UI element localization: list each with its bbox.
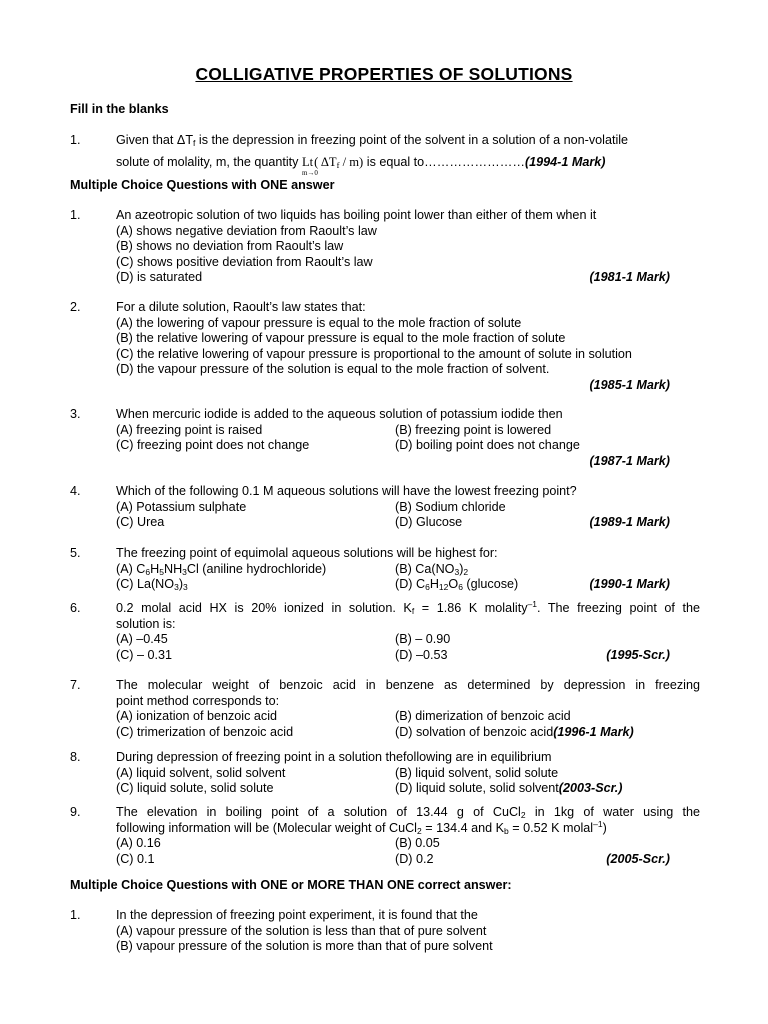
option-b: (B) freezing point is lowered [395, 422, 552, 437]
question-stem: For a dilute solution, Raoult’s law states that: [116, 300, 366, 314]
question-number: 4. [70, 484, 81, 498]
year-mark: (1985-1 Mark) [589, 377, 670, 392]
year-mark: (1987-1 Mark) [589, 453, 670, 468]
option-c: (C) Urea [116, 515, 165, 529]
year-mark: (2005-Scr.) [606, 851, 670, 866]
section-heading-mcq-more: Multiple Choice Questions with ONE or MORE THAN ONE correct answer: [70, 878, 512, 892]
year-mark: (1995-Scr.) [606, 647, 670, 662]
question-number: 9. [70, 805, 81, 819]
question-stem: The molecular weight of benzoic acid in benzene as determined by depression in freezing [116, 678, 700, 692]
option-b: (B) Sodium chloride [395, 499, 506, 514]
option-d: (D) liquid solute, solid solvent(2003-Scr.) [395, 781, 623, 795]
option-a: (A) Potassium sulphate [116, 499, 247, 514]
year-mark: (1994-1 Mark) [524, 155, 606, 169]
option-d: (D) is saturated (1981-1 Mark) [116, 270, 670, 284]
option-d: (D) –0.53 [395, 647, 448, 662]
option-d: (D) Glucose [395, 515, 463, 529]
question-number: 1. [70, 208, 81, 222]
question-stem-continued: following information will be (Molecular weight of CuCl$_2$ = 134.4 and $K_b = 0.52$ K molal$^{-1}$) [116, 818, 607, 836]
question-number: 1. [70, 133, 81, 147]
option-d: (D) boiling point does not change [395, 438, 580, 452]
question-stem-continued: solution is: [116, 616, 176, 631]
section-heading-fill-blanks: Fill in the blanks [70, 102, 169, 116]
option-d: (D) the vapour pressure of the solution is equal to the mole fraction of solvent. [116, 362, 550, 376]
question-number: 3. [70, 407, 81, 421]
question-stem-continued: point method corresponds to: [116, 693, 280, 708]
option-b: (B) shows no deviation from Raoult’s law [116, 239, 344, 253]
question-stem: 0.2 molal acid HX is 20% ionized in solution. $K_f = 1.86$ K molality$^{-1}$. The freezing point of the [116, 599, 701, 616]
question-number: 5. [70, 546, 81, 560]
question-number: 6. [70, 601, 81, 615]
option-c: (C) – 0.31 [116, 647, 172, 662]
option-a: (A) $C_6H_5NH_3Cl$ (aniline hydrochloride) [116, 561, 327, 577]
question-number: 8. [70, 750, 81, 764]
question-stem: The freezing point of equimolal aqueous solutions will be highest for: [116, 546, 498, 560]
option-b: (B) dimerization of benzoic acid [395, 709, 571, 723]
option-a: (A) freezing point is raised [116, 422, 263, 437]
limit-expression: Lt m→0 [301, 155, 318, 177]
year-mark: (1990-1 Mark) [589, 577, 670, 591]
question-text: Given that $\Delta T_f$ is the depression in freezing point of the solvent in a solution of a non-volatile [116, 133, 629, 148]
mark-line [116, 454, 700, 470]
option-d: (D) 0.2 [395, 851, 434, 866]
question-stem: An azeotropic solution of two liquids has boiling point lower than either of them when it [116, 208, 597, 222]
option-c: (C) trimerization of benzoic acid [116, 724, 294, 739]
option-b: (B) the relative lowering of vapour pressure is equal to the mole fraction of solute [116, 331, 566, 345]
option-c: (C) shows positive deviation from Raoult’s law [116, 254, 373, 269]
section-heading-mcq-one: Multiple Choice Questions with ONE answer [70, 178, 335, 192]
option-c: (C) the relative lowering of vapour pressure is proportional to the amount of solute in solution [116, 346, 632, 361]
option-c: (C) $La(NO_3)_3$ [116, 577, 188, 592]
option-a: (A) –0.45 [116, 632, 168, 646]
option-a: (A) liquid solvent, solid solvent [116, 765, 286, 780]
year-mark: (1989-1 Mark) [589, 515, 670, 529]
question-number: 7. [70, 678, 81, 692]
option-c: (C) liquid solute, solid solute [116, 781, 274, 795]
option-b: (B) – 0.90 [395, 632, 451, 646]
option-a: (A) shows negative deviation from Raoult’s law [116, 223, 377, 238]
option-c: (C) freezing point does not change [116, 438, 310, 452]
option-d: (D) $C_6H_{12}O_6$ (glucose) [395, 577, 519, 592]
option-b: (B) vapour pressure of the solution is more than that of pure solvent [116, 939, 493, 953]
year-mark: (1996-1 Mark) [553, 724, 634, 739]
question-stem: In the depression of freezing point experiment, it is found that the [116, 908, 478, 922]
page-title: COLLIGATIVE PROPERTIES OF SOLUTIONS [195, 64, 573, 84]
option-a: (A) vapour pressure of the solution is less than that of pure solvent [116, 923, 487, 938]
option-a: (A) ionization of benzoic acid [116, 709, 278, 723]
year-mark: (1981-1 Mark) [589, 270, 670, 284]
question-stem: When mercuric iodide is added to the aqueous solution of potassium iodide then [116, 407, 563, 421]
question-stem: During depression of freezing point in a solution thefollowing are in equilibrium [116, 750, 552, 764]
question-stem: The elevation in boiling point of a solution of 13.44 g of CuCl$_2$ in 1kg of water using the [116, 805, 701, 820]
option-c: (C) 0.1 [116, 851, 155, 866]
mark-line [116, 378, 700, 394]
option-b: (B) liquid solvent, solid solute [395, 765, 559, 780]
option-b: (B) $Ca(NO_3)_2$ [395, 561, 469, 577]
question-text: solute of molality, m, the quantity Lt m→0 ( $\Delta T_f / m$) is equal to……………………(1994-1 Mark) [116, 155, 606, 177]
question-stem: Which of the following 0.1 M aqueous solutions will have the lowest freezing point? [116, 484, 577, 498]
option-d: (D) solvation of benzoic acid(1996-1 Mark) [395, 724, 634, 739]
year-mark: (2003-Scr.) [558, 781, 623, 795]
question-number: 1. [70, 908, 81, 922]
option-a: (A) 0.16 [116, 836, 161, 850]
option-b: (B) 0.05 [395, 836, 440, 850]
question-number: 2. [70, 300, 81, 314]
option-a: (A) the lowering of vapour pressure is equal to the mole fraction of solute [116, 315, 522, 330]
